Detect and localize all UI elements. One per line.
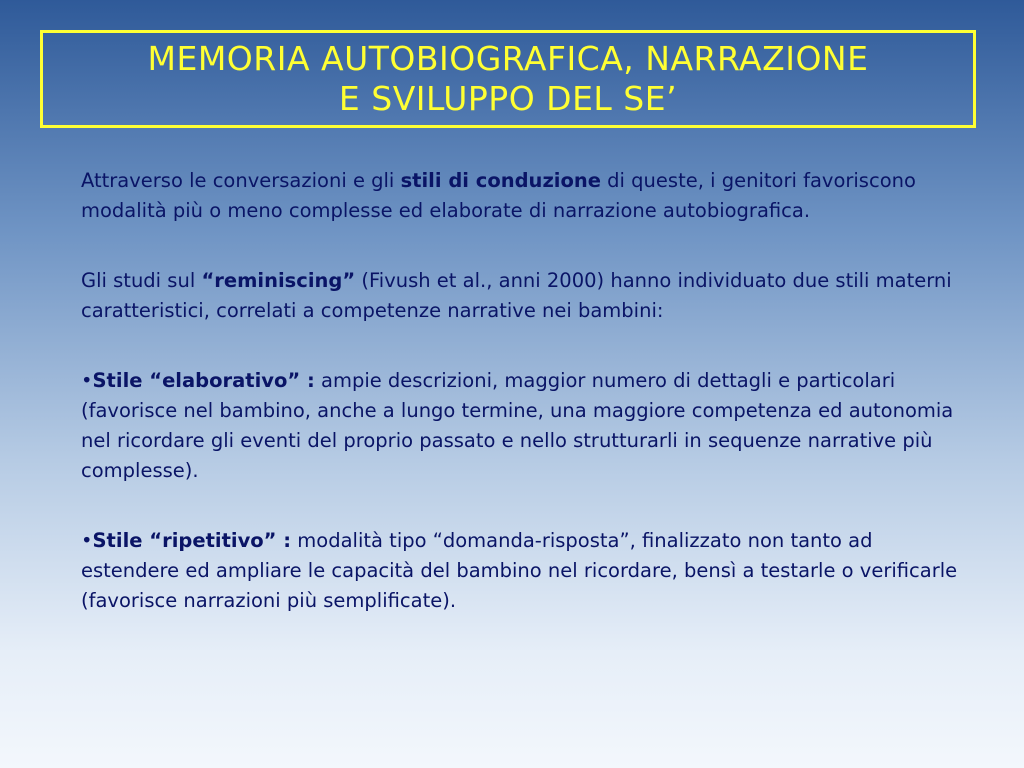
paragraph-text: Gli studi sul [81,269,202,292]
bullet-bold-term: Stile “ripetitivo” : [92,529,292,552]
bullet-text: modalità tipo “domanda-risposta”, finalizzato non tanto ad estendere ed ampliare le capacità del bambino nel ricordare, bensì a testarle o verificarle (favorisce narrazioni più semplificate). [81,529,958,612]
bullet-stile-ripetitivo [81,526,961,616]
paragraph-text: di queste, i genitori favoriscono modalità più o meno complesse ed elaborate di narrazione autobiografica. [81,169,916,222]
paragraph-text: Attraverso le conversazioni e gli [81,169,401,192]
paragraph-reminiscing [81,266,961,326]
bullet-marker: • [81,369,93,392]
slide-body [81,166,961,656]
paragraph-bold-term: “reminiscing” [201,269,356,292]
slide-title-line-2: E SVILUPPO DEL SE’ [338,79,678,118]
bullet-text: ampie descrizioni, maggior numero di dettagli e particolari (favorisce nel bambino, anche a lungo termine, una maggiore competenza ed autonomia nel ricordare gli eventi del proprio passato e nello strutturarli in sequenze narrative più complesse). [81,369,954,482]
bullet-bold-term: Stile “elaborativo” : [92,369,315,392]
bullet-marker: • [81,529,93,552]
paragraph-conversazioni [81,166,961,226]
paragraph-bold-term: stili di conduzione [400,169,601,192]
paragraph-text: (Fivush et al., anni 2000) hanno individuato due stili materni caratteristici, correlati a competenze narrative nei bambini: [81,269,952,322]
slide-title-box [40,30,976,128]
slide-title-line-1: MEMORIA AUTOBIOGRAFICA, NARRAZIONE [147,39,869,78]
bullet-stile-elaborativo [81,366,961,486]
